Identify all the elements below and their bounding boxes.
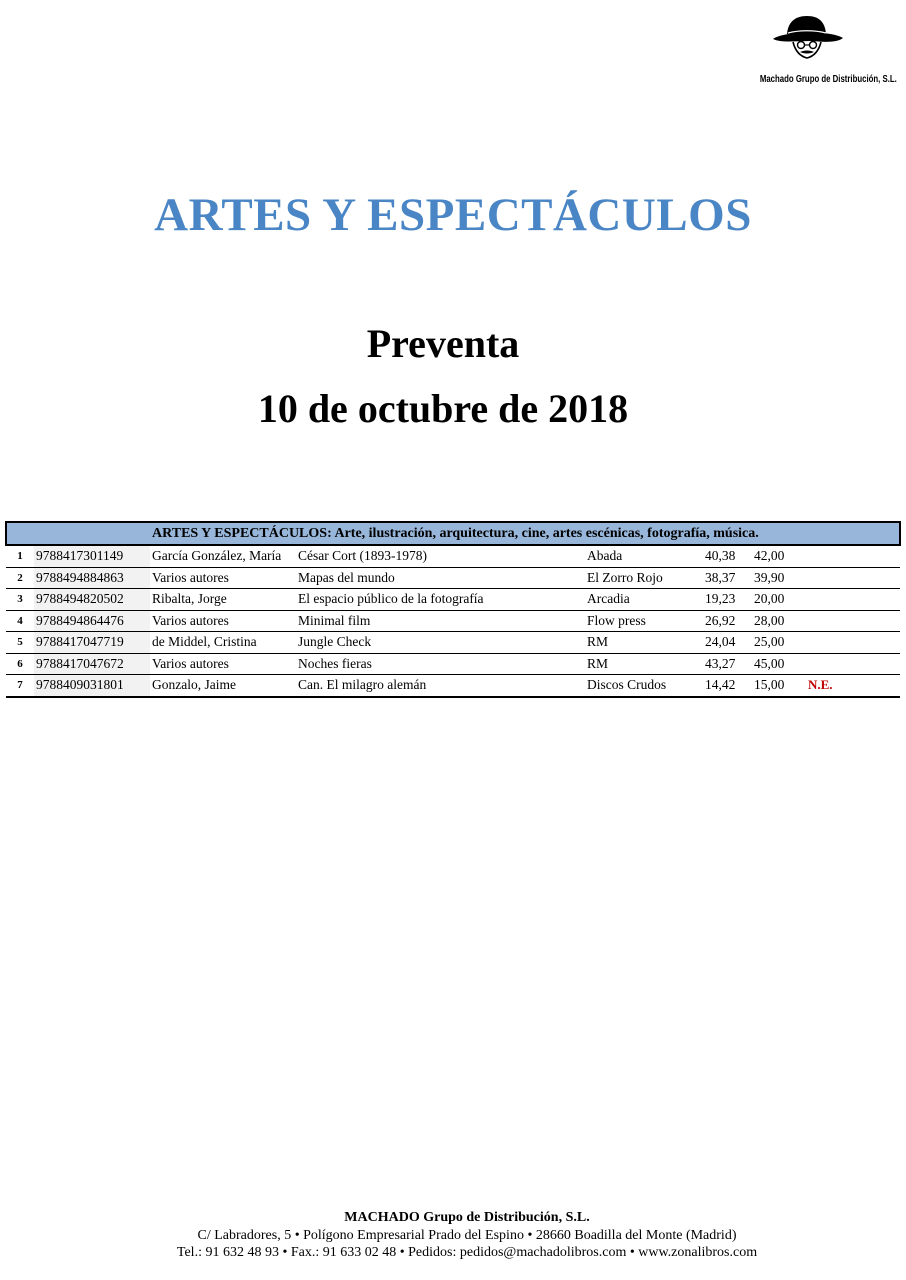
table-header-row	[6, 522, 900, 545]
company-logo	[745, 12, 897, 90]
author-cell: Gonzalo, Jaime	[150, 675, 296, 697]
publisher-cell: Discos Crudos	[585, 675, 703, 697]
isbn-cell: 9788417301149	[34, 545, 150, 567]
author-cell: Varios autores	[150, 610, 296, 632]
book-title-cell: Mapas del mundo	[296, 567, 585, 589]
book-title-cell: El espacio público de la fotografía	[296, 589, 585, 611]
note-cell	[806, 589, 900, 611]
isbn-cell: 9788417047719	[34, 632, 150, 654]
publisher-cell: Arcadia	[585, 589, 703, 611]
row-number: 3	[6, 589, 34, 611]
table-header-label: ARTES Y ESPECTÁCULOS: Arte, ilustración, arquitectura, cine, artes escénicas, fotografía, música.	[150, 522, 900, 545]
footer-address: C/ Labradores, 5 • Polígono Empresarial Prado del Espino • 28660 Boadilla del Monte (Madrid)	[197, 1227, 737, 1243]
publisher-cell: RM	[585, 653, 703, 675]
hat-face-logo-icon	[771, 12, 845, 64]
publisher-cell: Abada	[585, 545, 703, 567]
price-net-cell: 43,27	[703, 653, 752, 675]
book-title-cell: César Cort (1893-1978)	[296, 545, 585, 567]
isbn-cell: 9788494884863	[34, 567, 150, 589]
page-footer	[0, 1209, 906, 1262]
row-number: 6	[6, 653, 34, 675]
note-cell	[806, 653, 900, 675]
note-cell	[806, 567, 900, 589]
isbn-cell: 9788494864476	[34, 610, 150, 632]
catalog-table	[5, 521, 901, 698]
page-title: ARTES Y ESPECTÁCULOS	[154, 189, 752, 241]
price-net-cell: 14,42	[703, 675, 752, 697]
row-number: 5	[6, 632, 34, 654]
table-row	[6, 653, 900, 675]
isbn-cell: 9788409031801	[34, 675, 150, 697]
page-subtitle: Preventa	[366, 321, 520, 366]
isbn-cell: 9788494820502	[34, 589, 150, 611]
page-date: 10 de octubre de 2018	[257, 386, 629, 431]
price-net-cell: 19,23	[703, 589, 752, 611]
table-row	[6, 545, 900, 567]
author-cell: Varios autores	[150, 567, 296, 589]
row-number: 7	[6, 675, 34, 697]
price-pvp-cell: 39,90	[752, 567, 806, 589]
price-pvp-cell: 15,00	[752, 675, 806, 697]
isbn-cell: 9788417047672	[34, 653, 150, 675]
footer-contact: Tel.: 91 632 48 93 • Fax.: 91 633 02 48 • Pedidos: pedidos@machadolibros.com • www.zonalibros.com	[176, 1245, 758, 1260]
table-row	[6, 632, 900, 654]
price-net-cell: 38,37	[703, 567, 752, 589]
price-net-cell: 24,04	[703, 632, 752, 654]
table-row	[6, 567, 900, 589]
author-cell: de Middel, Cristina	[150, 632, 296, 654]
note-cell: N.E.	[806, 675, 900, 697]
table-row	[6, 610, 900, 632]
publisher-cell: Flow press	[585, 610, 703, 632]
price-pvp-cell: 42,00	[752, 545, 806, 567]
book-title-cell: Can. El milagro alemán	[296, 675, 585, 697]
row-number: 4	[6, 610, 34, 632]
table-row	[6, 589, 900, 611]
book-title-cell: Noches fieras	[296, 653, 585, 675]
logo-caption: Machado Grupo de Distribución, S.L.	[759, 74, 897, 85]
note-cell	[806, 545, 900, 567]
price-net-cell: 40,38	[703, 545, 752, 567]
table-row	[6, 675, 900, 697]
footer-company: MACHADO Grupo de Distribución, S.L.	[344, 1210, 590, 1225]
publisher-cell: El Zorro Rojo	[585, 567, 703, 589]
price-pvp-cell: 28,00	[752, 610, 806, 632]
row-number: 1	[6, 545, 34, 567]
author-cell: García González, María	[150, 545, 296, 567]
publisher-cell: RM	[585, 632, 703, 654]
author-cell: Ribalta, Jorge	[150, 589, 296, 611]
price-pvp-cell: 25,00	[752, 632, 806, 654]
note-cell	[806, 610, 900, 632]
price-pvp-cell: 45,00	[752, 653, 806, 675]
price-net-cell: 26,92	[703, 610, 752, 632]
note-cell	[806, 632, 900, 654]
book-title-cell: Minimal film	[296, 610, 585, 632]
author-cell: Varios autores	[150, 653, 296, 675]
book-title-cell: Jungle Check	[296, 632, 585, 654]
price-pvp-cell: 20,00	[752, 589, 806, 611]
row-number: 2	[6, 567, 34, 589]
